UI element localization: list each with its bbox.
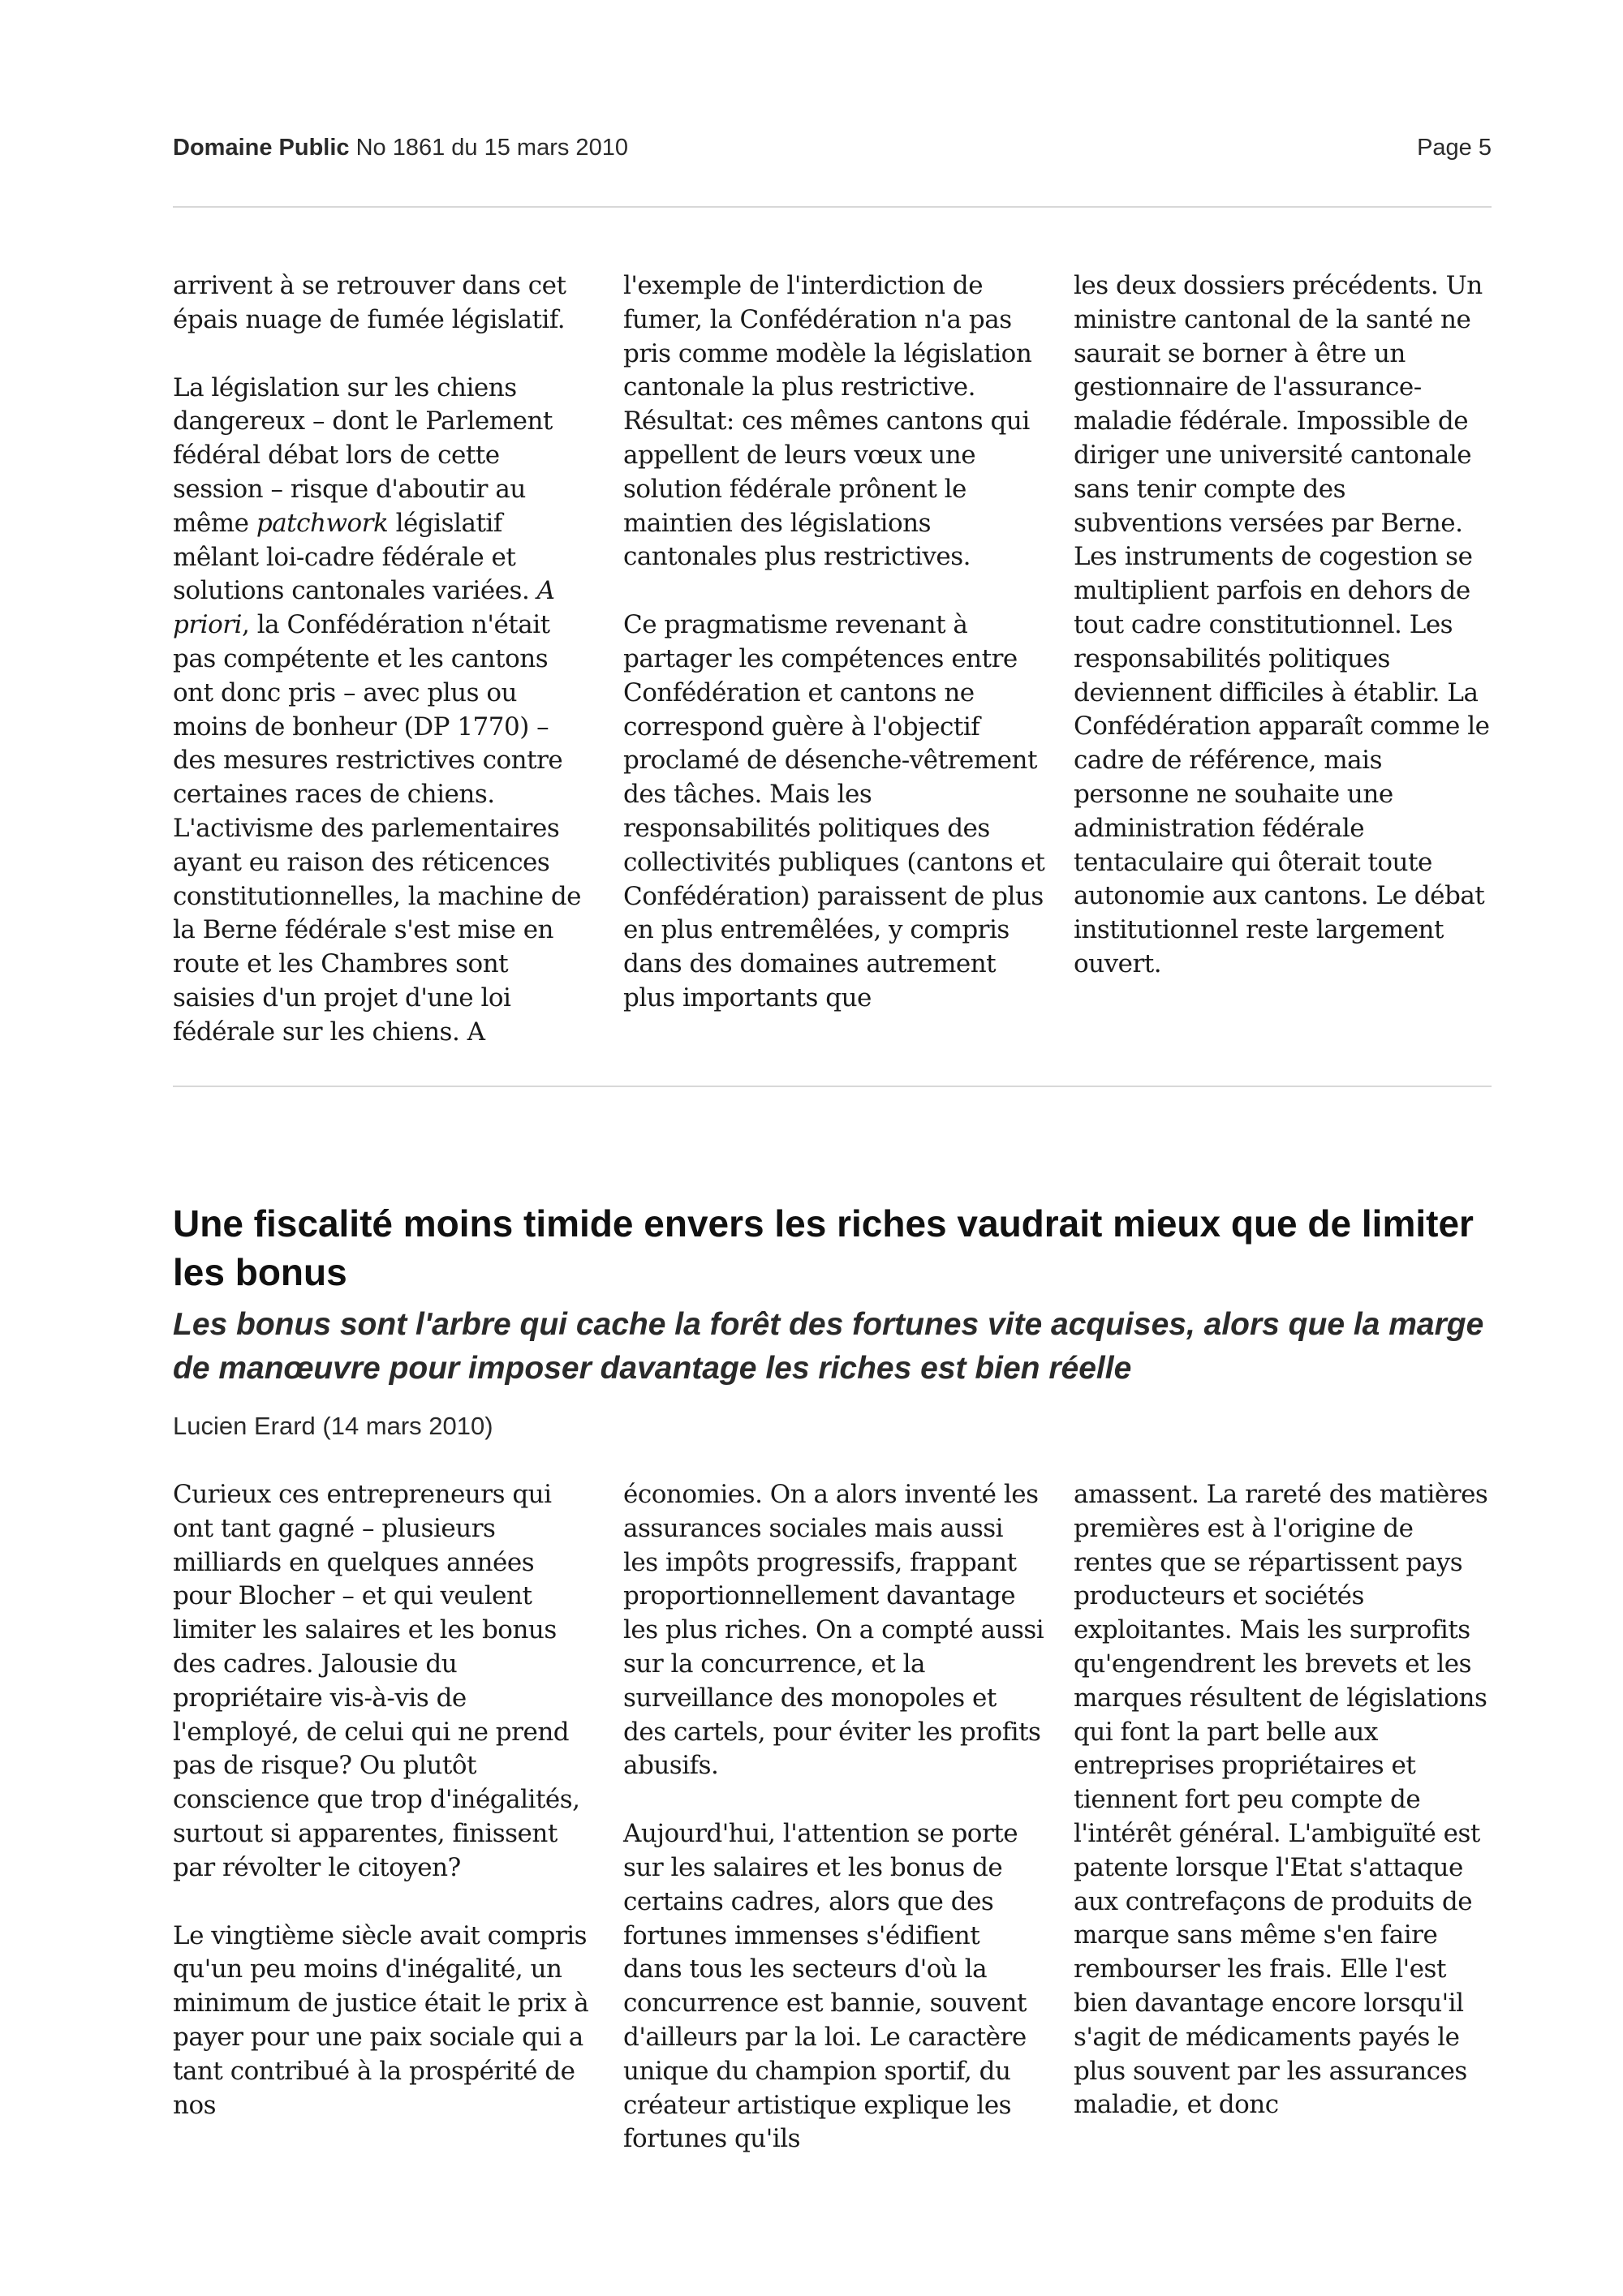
text-run: législatif mêlant loi-cadre fédérale et solutions cantonales variées. (173, 508, 530, 606)
page-header (173, 130, 1492, 170)
publication-name: Domaine Public (173, 135, 350, 161)
section-divider (173, 1086, 1492, 1087)
paragraph: Le vingtième siècle avait compris qu'un peu moins d'inégalité, un minimum de justice était le prix à payer pour une paix sociale qui a tant contribué à la prospérité de nos (173, 1920, 589, 2120)
paragraph: Curieux ces entrepreneurs qui ont tant gagné – plusieurs milliards en quelques années pour Blocher – et qui veulent limiter les salaires et les bonus des cadres. Jalousie du propriétaire vis-à-vis de l'employé, de celui qui ne prend pas de risque? Ou plutôt conscience que trop d'inégalités, surtout si apparentes, finissent par révolter le citoyen? (173, 1480, 580, 1882)
article-title: Une fiscalité moins timide envers les riches vaudrait mieux que de limiter les bonus (173, 1202, 1474, 1293)
paragraph: Ce pragmatisme revenant à partager les compétences entre Confédération et cantons ne correspond guère à l'objectif proclamé de désenche-vêtrement des tâches. Mais les responsabilités politiques des collectivités publiques (cantons et Confédération) paraissent de plus en plus entremêlées, y compris dans des domaines autrement plus importants que (623, 610, 1045, 1013)
article-byline: Lucien Erard (14 mars 2010) (173, 1412, 493, 1440)
article-columns (173, 1478, 1492, 2156)
italic-term: A priori (173, 576, 555, 640)
header-divider (173, 206, 1492, 208)
previous-article-columns (173, 269, 1492, 1050)
paragraph: l'exemple de l'interdiction de fumer, la Confédération n'a pas pris comme modèle la législation cantonale la plus restrictive. Résultat: ces mêmes cantons qui appellent de leurs vœux une solution fédérale prônent le maintien des législations cantonales plus restrictives. (623, 271, 1032, 572)
italic-term: patchwork (256, 508, 389, 538)
paragraph: économies. On a alors inventé les assurances sociales mais aussi les impôts progressifs, frappant proportionnellement davantage les plus riches. On a compté aussi sur la concurrence, et la surveillance des monopoles et des cartels, pour éviter les profits abusifs. (623, 1480, 1044, 1781)
publication-line (173, 135, 628, 161)
column-1 (173, 1478, 595, 2156)
paragraph: arrivent à se retrouver dans cet épais nuage de fumée législatif. (173, 271, 566, 334)
page-number: Page 5 (1417, 135, 1492, 161)
paragraph: les deux dossiers précédents. Un ministre cantonal de la santé ne saurait se borner à être un gestionnaire de l'assurance-maladie fédérale. Impossible de diriger une université cantonale sans tenir compte des subventions versées par Berne. Les instruments de cogestion se multiplient parfois en dehors de tout cadre constitutionnel. Les responsabilités politiques deviennent difficiles à établir. La Confédération apparaît comme le cadre de référence, mais personne ne souhaite une administration fédérale tentaculaire qui ôterait toute autonomie aux cantons. Le débat institutionnel reste largement ouvert. (1074, 271, 1490, 978)
column-3 (1074, 1478, 1496, 2156)
column-3 (1074, 269, 1496, 1050)
text-run: La législation sur les chiens dangereux – dont le Parlement fédéral débat lors de cette session – risque d'aboutir au même (173, 372, 553, 538)
column-2 (623, 269, 1045, 1050)
paragraph (173, 372, 595, 1050)
paragraph: amassent. La rareté des matières premières est à l'origine de rentes que se répartissent pays producteurs et sociétés exploitantes. Mais les surprofits qu'engendrent les brevets et les marques résultent de législations qui font la part belle aux entreprises propriétaires et tiennent fort peu compte de l'intérêt général. L'ambiguïté est patente lorsque l'Etat s'attaque aux contrefaçons de produits de marque sans même s'en faire rembourser les frais. Elle l'est bien davantage encore lorsqu'il s'agit de médicaments payés le plus souvent par les assurances maladie, et donc (1074, 1480, 1488, 2120)
paragraph: Aujourd'hui, l'attention se porte sur les salaires et les bonus de certains cadres, alors que des fortunes immenses s'édifient dans tous les secteurs d'où la concurrence est bannie, souvent d'ailleurs par la loi. Le caractère unique du champion sportif, du créateur artistique explique les fortunes qu'ils (623, 1819, 1027, 2154)
column-2 (623, 1478, 1045, 2156)
issue-info: No 1861 du 15 mars 2010 (355, 135, 628, 161)
text-run: , la Confédération n'était pas compétente et les cantons ont donc pris – avec plus ou moins de bonheur (DP 1770) – des mesures restrictives contre certaines races de chiens. L'activisme des parlementaires ayant eu raison des réticences constitutionnelles, la machine de la Berne fédérale s'est mise en route et les Chambres sont saisies d'un projet d'une loi fédérale sur les chiens. A (173, 610, 582, 1047)
article-subtitle: Les bonus sont l'arbre qui cache la forêt des fortunes vite acquises, alors que la marge de manœuvre pour imposer davantage les riches est bien réelle (173, 1307, 1484, 1386)
column-1 (173, 269, 595, 1050)
